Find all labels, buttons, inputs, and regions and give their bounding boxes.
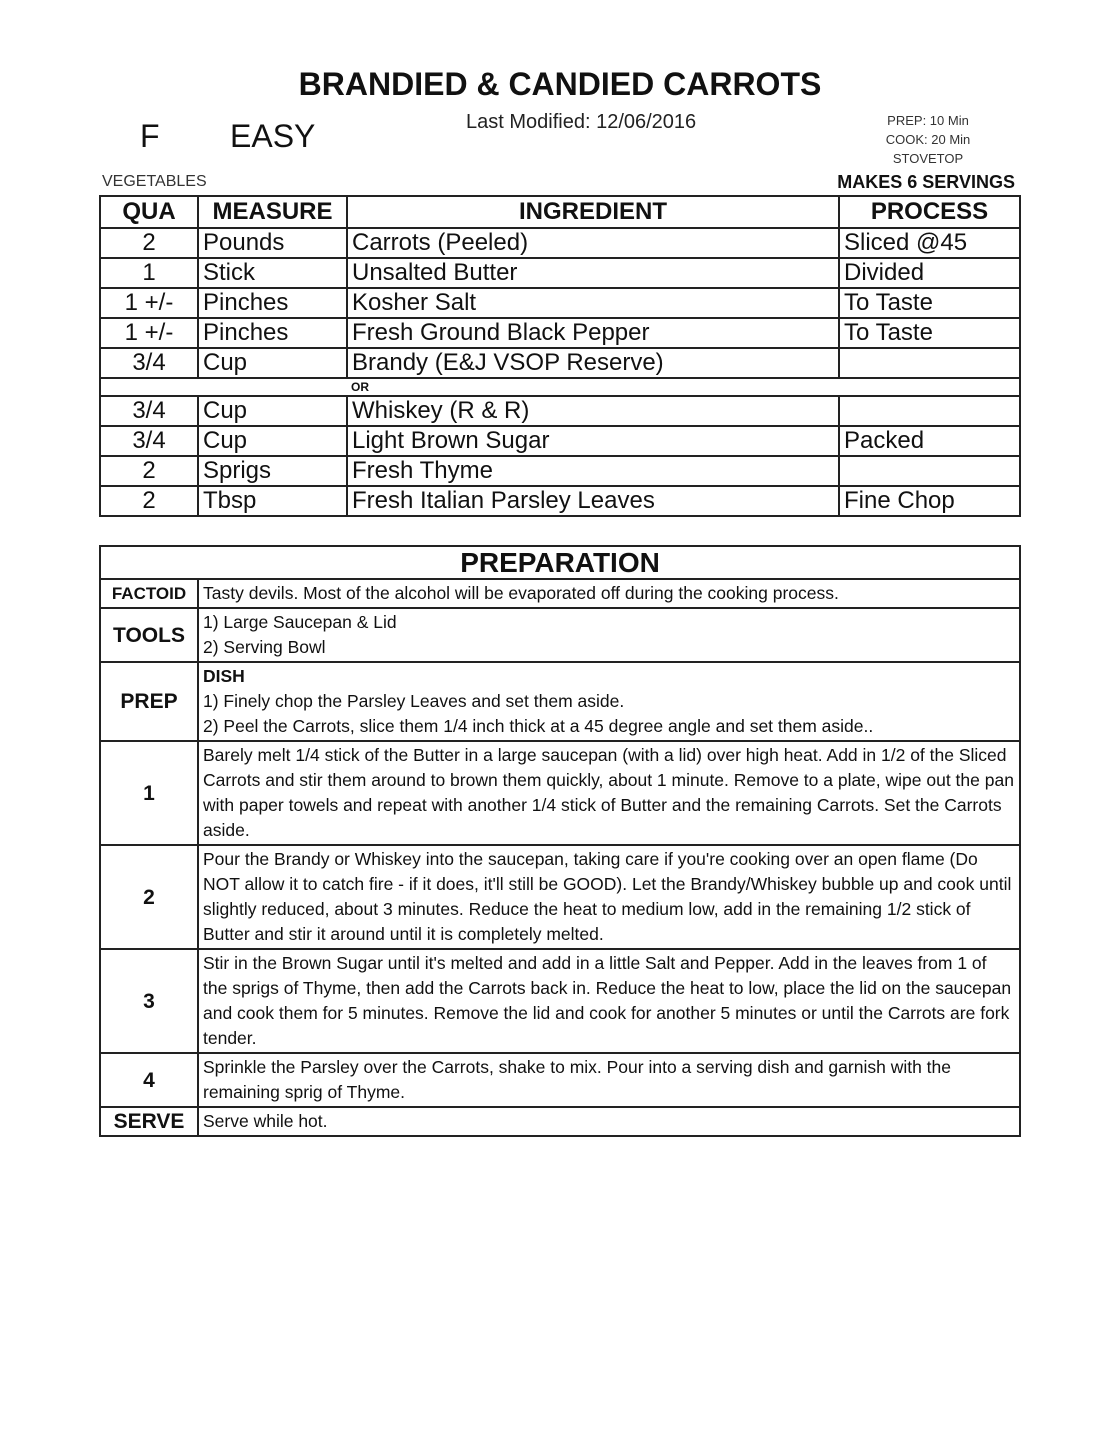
step-text: Stir in the Brown Sugar until it's melted and add in a little Salt and Pepper. Add in the leaves from 1 of the sprigs of Thyme, then add the Carrots back in. Reduce the heat to low, place the lid on the saucepan and cook them for 5 minutes. Remove the lid and cook for another 5 minutes or until the Carrots are fork tender. — [198, 949, 1020, 1053]
process: To Taste — [839, 318, 1020, 348]
ingredient-row — [100, 258, 1020, 288]
serve-row — [100, 1107, 1020, 1136]
qua: 1 +/- — [100, 318, 198, 348]
last-modified: Last Modified: 12/06/2016 — [466, 111, 697, 133]
step-number: 3 — [100, 949, 198, 1053]
qua: 2 — [100, 228, 198, 258]
preparation-table — [99, 545, 1021, 1137]
ingredient: Carrots (Peeled) — [347, 228, 839, 258]
ingredient-row — [100, 486, 1020, 516]
process: To Taste — [839, 288, 1020, 318]
ingredient: Fresh Thyme — [347, 456, 839, 486]
prep-time: PREP: 10 Min — [887, 113, 969, 128]
recipe-title: BRANDIED & CANDIED CARROTS — [298, 66, 822, 102]
ingredient: Kosher Salt — [347, 288, 839, 318]
ingredient: Whiskey (R & R) — [347, 396, 839, 426]
ingredients-header — [100, 196, 1020, 228]
step-text: Sprinkle the Parsley over the Carrots, shake to mix. Pour into a serving dish and garnish with the remaining sprig of Thyme. — [198, 1053, 1020, 1107]
step-text: Pour the Brandy or Whiskey into the saucepan, taking care if you're cooking over an open flame (Do NOT allow it to catch fire - if it does, it'll still be GOOD). Let the Brandy/Whiskey bubble up and cook until slightly reduced, about 3 minutes. Reduce the heat to medium low, add in the remaining 1/2 stick of Butter and stir it around until it is completely melted. — [198, 845, 1020, 949]
process: Sliced @45 — [839, 228, 1020, 258]
factoid-row — [100, 579, 1020, 608]
prep-step: 1) Finely chop the Parsley Leaves and set them aside. — [203, 691, 625, 711]
step-row — [100, 1053, 1020, 1107]
measure: Sprigs — [198, 456, 347, 486]
servings: MAKES 6 SERVINGS — [837, 172, 1015, 192]
measure: Stick — [198, 258, 347, 288]
or-label: OR — [351, 380, 369, 394]
qua: 3/4 — [100, 426, 198, 456]
prep-row — [100, 662, 1020, 741]
ingredients-table — [99, 195, 1021, 517]
step-row — [100, 741, 1020, 845]
step-text: Barely melt 1/4 stick of the Butter in a large saucepan (with a lid) over high heat. Add in 1/2 of the Sliced Carrots and stir them around to brown them quickly, about 1 minute. Remove to a plate, wipe out the pan with paper towels and repeat with another 1/4 stick of Butter and the remaining Carrots. Set the Carrots aside. — [198, 741, 1020, 845]
ingredient-row — [100, 396, 1020, 426]
qua: 2 — [100, 486, 198, 516]
step-number: 2 — [100, 845, 198, 949]
ingredient: Unsalted Butter — [347, 258, 839, 288]
step-number: 1 — [100, 741, 198, 845]
ingredient-row — [100, 456, 1020, 486]
difficulty: EASY — [230, 118, 316, 154]
measure: Pinches — [198, 288, 347, 318]
tools-label: TOOLS — [100, 608, 198, 662]
col-measure: MEASURE — [198, 196, 347, 228]
ingredient-row — [100, 348, 1020, 378]
step-row — [100, 845, 1020, 949]
serve-text: Serve while hot. — [198, 1107, 1020, 1136]
step-row — [100, 949, 1020, 1053]
tool-item: 1) Large Saucepan & Lid — [203, 612, 397, 632]
process: Packed — [839, 426, 1020, 456]
qua: 1 — [100, 258, 198, 288]
ingredient: Fresh Ground Black Pepper — [347, 318, 839, 348]
ingredient-row — [100, 426, 1020, 456]
cook-time: COOK: 20 Min — [885, 132, 971, 147]
ingredient: Light Brown Sugar — [347, 426, 839, 456]
ingredient-row — [100, 318, 1020, 348]
qua: 2 — [100, 456, 198, 486]
class-code: F — [140, 118, 160, 154]
measure: Cup — [198, 348, 347, 378]
process — [839, 348, 1020, 378]
tool-item: 2) Serving Bowl — [203, 637, 326, 657]
factoid-label: FACTOID — [100, 579, 198, 608]
measure: Pinches — [198, 318, 347, 348]
measure: Pounds — [198, 228, 347, 258]
ingredient-row — [100, 228, 1020, 258]
col-process: PROCESS — [839, 196, 1020, 228]
process — [839, 456, 1020, 486]
measure: Cup — [198, 426, 347, 456]
preparation-heading: PREPARATION — [100, 546, 1020, 579]
measure: Cup — [198, 396, 347, 426]
process: Divided — [839, 258, 1020, 288]
prep-subheading: DISH — [203, 666, 245, 686]
ingredient: Brandy (E&J VSOP Reserve) — [347, 348, 839, 378]
cook-method: STOVETOP — [892, 151, 964, 166]
process — [839, 396, 1020, 426]
category: VEGETABLES — [102, 173, 207, 190]
factoid-text: Tasty devils. Most of the alcohol will be evaporated off during the cooking process. — [198, 579, 1020, 608]
prep-step: 2) Peel the Carrots, slice them 1/4 inch thick at a 45 degree angle and set them aside.. — [203, 716, 874, 736]
step-number: 4 — [100, 1053, 198, 1107]
qua: 1 +/- — [100, 288, 198, 318]
col-ingredient: INGREDIENT — [347, 196, 839, 228]
qua: 3/4 — [100, 348, 198, 378]
col-qua: QUA — [100, 196, 198, 228]
serve-label: SERVE — [100, 1107, 198, 1136]
measure: Tbsp — [198, 486, 347, 516]
prep-label: PREP — [100, 662, 198, 741]
time-info — [868, 111, 988, 168]
tools-row — [100, 608, 1020, 662]
process: Fine Chop — [839, 486, 1020, 516]
or-separator-row — [100, 378, 1020, 396]
ingredient-row — [100, 288, 1020, 318]
qua: 3/4 — [100, 396, 198, 426]
ingredient: Fresh Italian Parsley Leaves — [347, 486, 839, 516]
